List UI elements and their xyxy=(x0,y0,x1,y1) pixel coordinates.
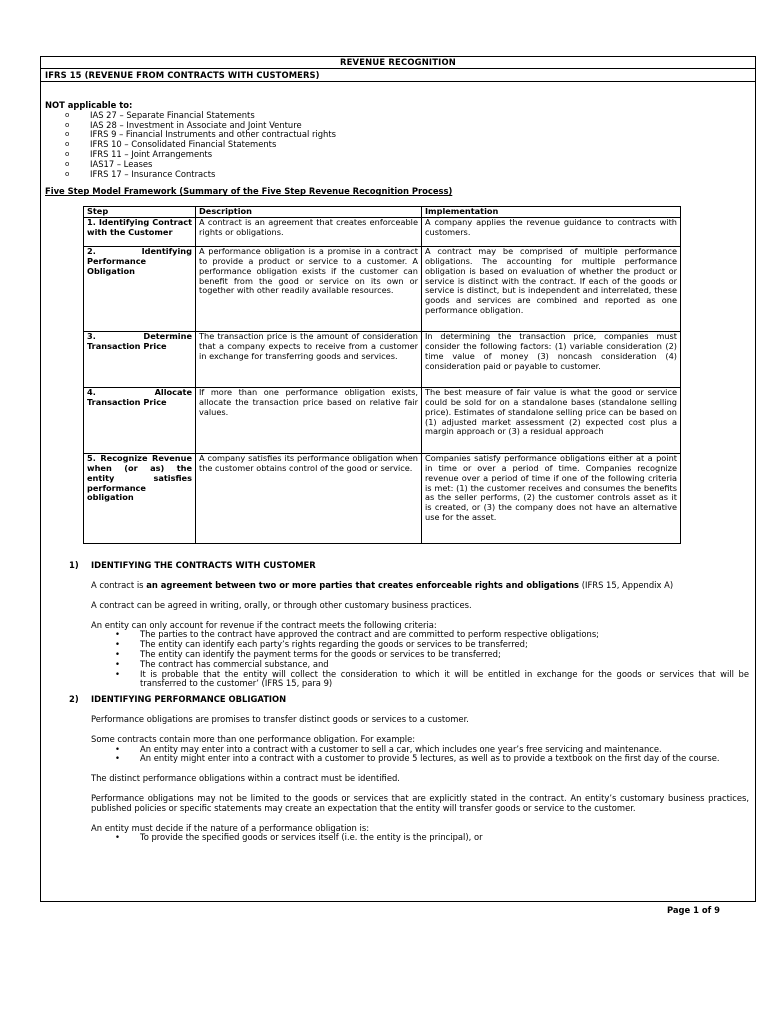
description-cell: A performance obligation is a promise in a contract to provide a product or service to a customer. A performance obligation exists if the customer can benefit from the good or service on its own or together with other readily available resources. xyxy=(196,247,422,332)
list-item: o IAS 28 – Investment in Associate and Joint Venture xyxy=(65,121,751,131)
description-cell: A contract is an agreement that creates enforceable rights or obligations. xyxy=(196,218,422,247)
step-cell: 1. Identifying Contract with the Customer xyxy=(84,218,196,247)
step-cell: 4. Allocate Transaction Price xyxy=(84,388,196,454)
table-row xyxy=(84,247,681,332)
description-cell: If more than one performance obligation exists, allocate the transaction price based on relative fair values. xyxy=(196,388,422,454)
step-cell: 5. Recognize Revenue when (or as) the entity satisfies performance obligation xyxy=(84,454,196,544)
not-applicable-list xyxy=(45,111,751,180)
list-item: • An entity might enter into a contract with a customer to provide 5 lectures, as well as to provide a textbook on the first day of the course. xyxy=(115,754,749,764)
list-item: o IAS17 – Leases xyxy=(65,160,751,170)
list-item: o IAS 27 – Separate Financial Statements xyxy=(65,111,751,121)
table-row xyxy=(84,454,681,544)
contract-definition xyxy=(91,581,749,591)
section-title: IDENTIFYING PERFORMANCE OBLIGATION xyxy=(91,694,287,705)
implementation-cell: A company applies the revenue guidance to contracts with customers. xyxy=(422,218,681,247)
table-row xyxy=(84,332,681,388)
definition-suffix: (IFRS 15, Appendix A) xyxy=(579,579,674,590)
nature-list xyxy=(45,833,751,843)
column-header-description: Description xyxy=(196,207,422,218)
document-subtitle: IFRS 15 (REVENUE FROM CONTRACTS WITH CUSTOMERS) xyxy=(41,69,755,82)
description-cell: The transaction price is the amount of consideration that a company expects to receive from a customer in exchange for transferring goods and services. xyxy=(196,332,422,388)
section-1-heading xyxy=(69,561,751,571)
criteria-list xyxy=(45,630,751,689)
implementation-cell: In determining the transaction price, companies must consider the following factors: (1) variable consideration (2) time value of money (3) noncash consideration (4) consideration paid or payable to customer. xyxy=(422,332,681,388)
paragraph: A contract can be agreed in writing, orally, or through other customary business practices. xyxy=(91,599,472,610)
five-step-table xyxy=(83,206,681,544)
paragraph: Performance obligations may not be limited to the goods or services that are explicitly stated in the contract. An entity’s customary business practices, published policies or specific statements may create an expectation that the entity will transfer goods or service to the customer. xyxy=(91,792,749,813)
framework-heading: Five Step Model Framework (Summary of the Five Step Revenue Recognition Process) xyxy=(45,186,453,197)
list-item: o IFRS 11 – Joint Arrangements xyxy=(65,150,751,160)
list-item: o IFRS 9 – Financial Instruments and other contractual rights xyxy=(65,130,751,140)
section-number: 1) xyxy=(69,560,79,571)
implementation-cell: A contract may be comprised of multiple performance obligations. The accounting for multiple performance obligation is based on evaluation of whether the product or service is distinct with the contract. If each of the goods or service is distinct, but is independent and interrelated, these goods and services are combined and reported as one performance obligation. xyxy=(422,247,681,332)
column-header-step: Step xyxy=(84,207,196,218)
examples-list xyxy=(45,745,751,765)
step-cell: 3. Determine Transaction Price xyxy=(84,332,196,388)
section-2-heading xyxy=(69,695,751,705)
implementation-cell: Companies satisfy performance obligations either at a point in time or over a period of time. Companies recognize revenue over a period of time if one of the following criteria is met: (1) the customer receives and consumes the benefits as the seller performs, (2) the customer controls asset as it is created, or (3) the company does not have an alternative use for the asset. xyxy=(422,454,681,544)
list-item: • The contract has commercial substance, and xyxy=(115,660,749,670)
table-header-row xyxy=(84,207,681,218)
section-title: IDENTIFYING THE CONTRACTS WITH CUSTOMER xyxy=(91,560,316,571)
column-header-implementation: Implementation xyxy=(422,207,681,218)
paragraph: An entity must decide if the nature of a performance obligation is: xyxy=(91,822,370,833)
implementation-cell: The best measure of fair value is what the good or service could be sold for on a standalone bases (standalone selling price). Estimates of standalone selling price can be based on (1) adjusted market assessment (2) expected cost plus a margin approach or (3) a residual approach xyxy=(422,388,681,454)
document-title: REVENUE RECOGNITION xyxy=(41,57,755,69)
not-applicable-heading: NOT applicable to: xyxy=(45,100,133,110)
list-item: o IFRS 17 – Insurance Contracts xyxy=(65,170,751,180)
description-cell: A company satisfies its performance obligation when the customer obtains control of the good or service. xyxy=(196,454,422,544)
definition-prefix: A contract is xyxy=(91,579,147,590)
paragraph: Some contracts contain more than one performance obligation. For example: xyxy=(91,733,416,744)
table-row xyxy=(84,388,681,454)
list-item: • The parties to the contract have approved the contract and are committed to perform respective obligations; xyxy=(115,630,749,640)
page-number: Page 1 of 9 xyxy=(666,905,720,915)
page-frame xyxy=(40,56,756,902)
section-number: 2) xyxy=(69,694,79,705)
definition-emphasis: an agreement between two or more parties that creates enforceable rights and obligations xyxy=(146,579,580,590)
list-item: • An entity may enter into a contract with a customer to sell a car, which includes one year’s free servicing and maintenance. xyxy=(115,745,749,755)
list-item: • To provide the specified goods or services itself (i.e. the entity is the principal), or xyxy=(115,833,749,843)
list-item: o IFRS 10 – Consolidated Financial Statements xyxy=(65,140,751,150)
list-item: • The entity can identify the payment terms for the goods or services to be transferred; xyxy=(115,650,749,660)
paragraph: The distinct performance obligations within a contract must be identified. xyxy=(91,773,400,784)
paragraph: An entity can only account for revenue if the contract meets the following criteria: xyxy=(91,619,437,630)
page-content xyxy=(41,101,755,843)
step-cell: 2. Identifying Performance Obligation xyxy=(84,247,196,332)
list-item: • It is probable that the entity will collect the consideration to which it will be entitled in exchange for the goods or services that will be transferred to the customer’ (IFRS 15, para 9) xyxy=(115,670,749,690)
paragraph: Performance obligations are promises to transfer distinct goods or services to a customer. xyxy=(91,713,469,724)
table-row xyxy=(84,218,681,247)
list-item: • The entity can identify each party’s rights regarding the goods or services to be transferred; xyxy=(115,640,749,650)
